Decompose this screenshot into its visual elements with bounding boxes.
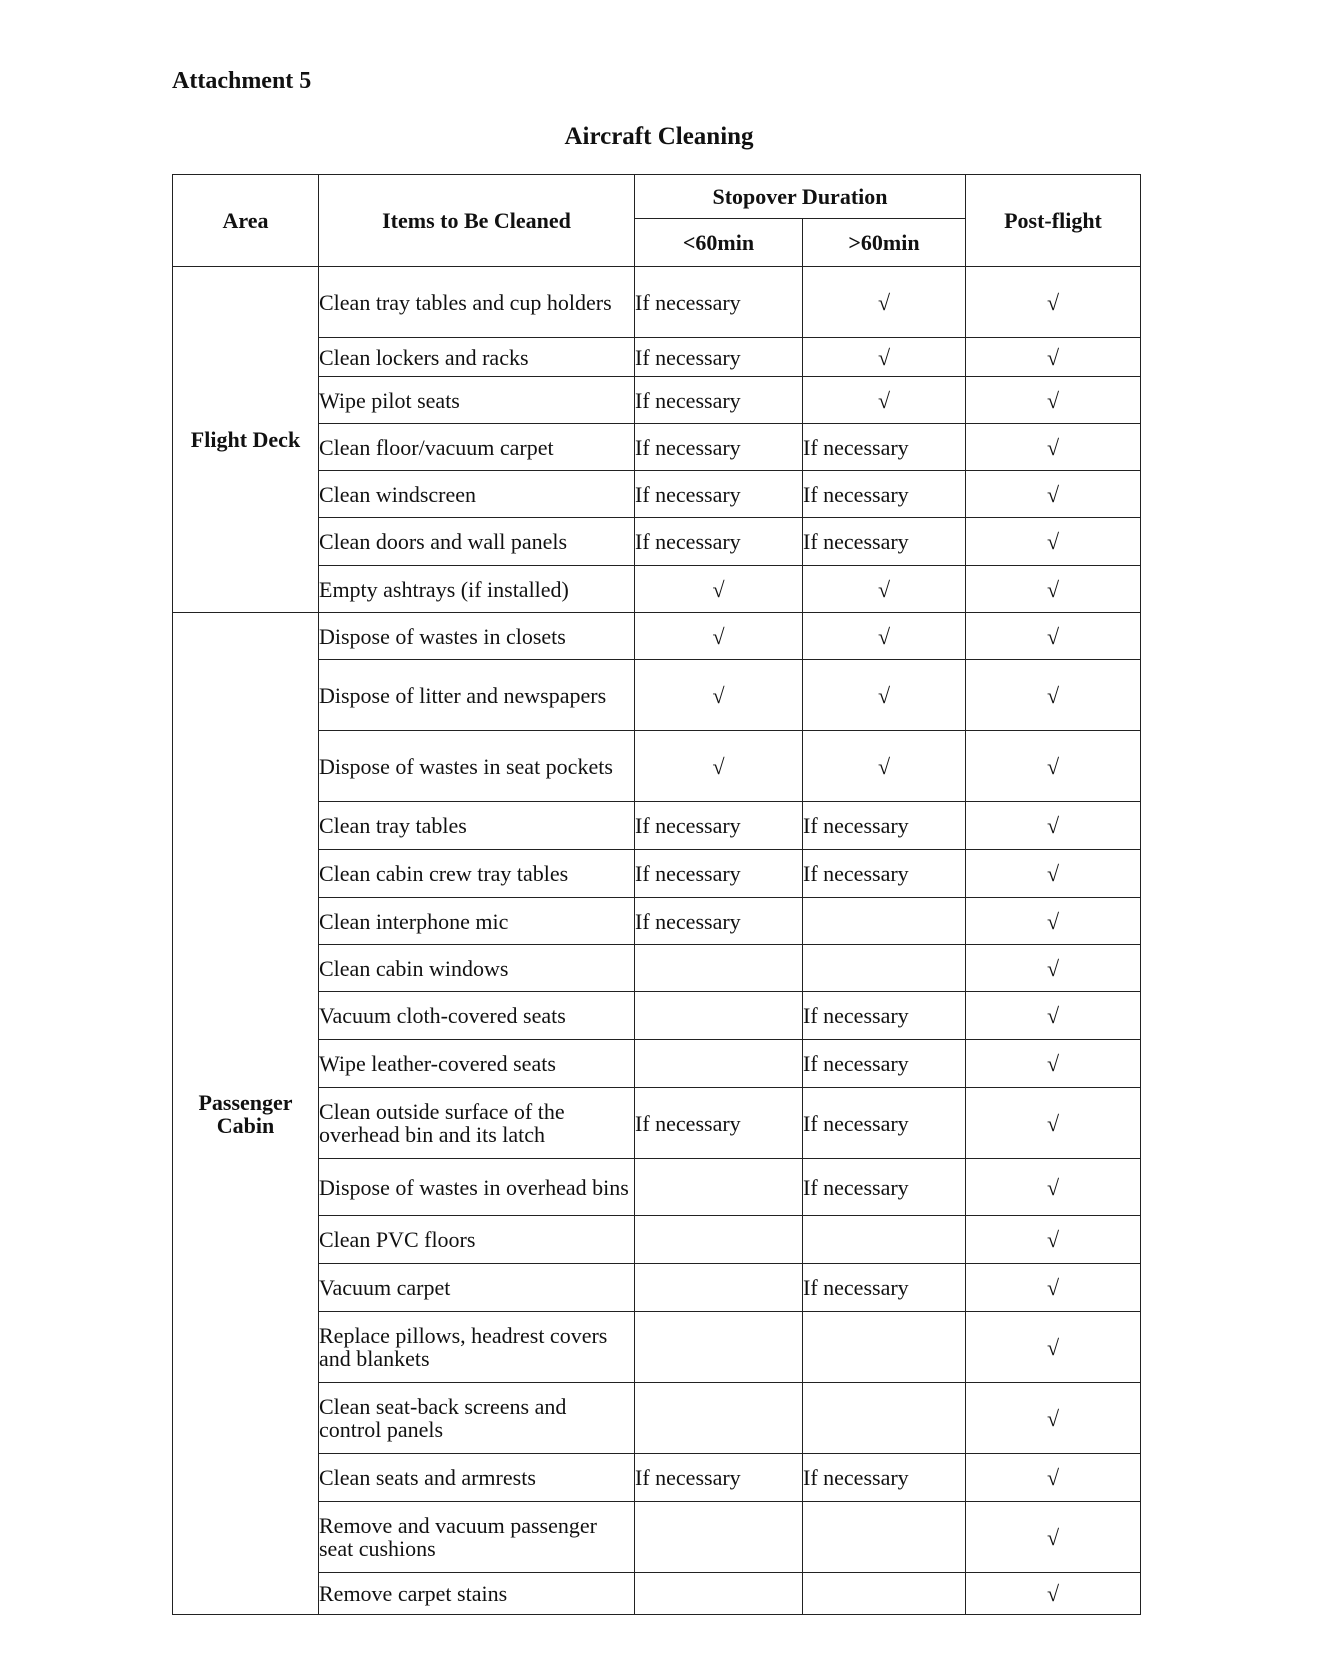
- post-flight-cell: √: [966, 898, 1141, 945]
- table-row: [173, 992, 1141, 1040]
- header-items: Items to Be Cleaned: [319, 175, 635, 267]
- stopover-lt60-cell: If necessary: [635, 338, 803, 377]
- item-cell: Dispose of wastes in seat pockets: [319, 731, 635, 802]
- stopover-lt60-cell: [635, 1573, 803, 1615]
- stopover-lt60-cell: √: [635, 660, 803, 731]
- post-flight-cell: √: [966, 1088, 1141, 1159]
- page-title: Aircraft Cleaning: [564, 123, 754, 150]
- post-flight-cell: √: [966, 945, 1141, 992]
- stopover-gt60-cell: [803, 1383, 966, 1454]
- stopover-gt60-cell: If necessary: [803, 424, 966, 471]
- stopover-lt60-cell: √: [635, 731, 803, 802]
- stopover-lt60-cell: If necessary: [635, 424, 803, 471]
- post-flight-cell: √: [966, 613, 1141, 660]
- item-cell: Vacuum carpet: [319, 1264, 635, 1312]
- item-cell: Clean windscreen: [319, 471, 635, 518]
- item-cell: Wipe leather-covered seats: [319, 1040, 635, 1088]
- table-row: [173, 1088, 1141, 1159]
- item-cell: Remove carpet stains: [319, 1573, 635, 1615]
- post-flight-cell: √: [966, 1040, 1141, 1088]
- table-row: [173, 613, 1141, 660]
- area-cell: Passenger Cabin: [173, 613, 319, 1615]
- post-flight-cell: √: [966, 1454, 1141, 1502]
- item-cell: Clean cabin crew tray tables: [319, 850, 635, 898]
- post-flight-cell: √: [966, 518, 1141, 566]
- stopover-gt60-cell: √: [803, 731, 966, 802]
- table-row: [173, 802, 1141, 850]
- table-row: [173, 1216, 1141, 1264]
- stopover-lt60-cell: [635, 1383, 803, 1454]
- stopover-lt60-cell: [635, 1216, 803, 1264]
- stopover-lt60-cell: [635, 1040, 803, 1088]
- table-row: [173, 1264, 1141, 1312]
- stopover-lt60-cell: If necessary: [635, 471, 803, 518]
- stopover-gt60-cell: √: [803, 338, 966, 377]
- table-row: [173, 566, 1141, 613]
- post-flight-cell: √: [966, 566, 1141, 613]
- item-cell: Vacuum cloth-covered seats: [319, 992, 635, 1040]
- stopover-gt60-cell: [803, 945, 966, 992]
- stopover-gt60-cell: [803, 1573, 966, 1615]
- table-row: [173, 338, 1141, 377]
- stopover-lt60-cell: If necessary: [635, 1088, 803, 1159]
- item-cell: Dispose of wastes in closets: [319, 613, 635, 660]
- stopover-gt60-cell: If necessary: [803, 518, 966, 566]
- item-cell: Clean tray tables and cup holders: [319, 267, 635, 338]
- item-cell: Wipe pilot seats: [319, 377, 635, 424]
- stopover-gt60-cell: √: [803, 377, 966, 424]
- area-cell: Flight Deck: [173, 267, 319, 613]
- item-cell: Clean lockers and racks: [319, 338, 635, 377]
- post-flight-cell: √: [966, 471, 1141, 518]
- item-cell: Dispose of litter and newspapers: [319, 660, 635, 731]
- stopover-gt60-cell: If necessary: [803, 471, 966, 518]
- item-cell: Clean floor/vacuum carpet: [319, 424, 635, 471]
- post-flight-cell: √: [966, 660, 1141, 731]
- stopover-lt60-cell: [635, 1502, 803, 1573]
- stopover-lt60-cell: If necessary: [635, 518, 803, 566]
- table-row: [173, 1312, 1141, 1383]
- stopover-gt60-cell: If necessary: [803, 1040, 966, 1088]
- stopover-lt60-cell: If necessary: [635, 377, 803, 424]
- table-row: [173, 267, 1141, 338]
- table-row: [173, 424, 1141, 471]
- post-flight-cell: √: [966, 424, 1141, 471]
- table-row: [173, 660, 1141, 731]
- item-cell: Dispose of wastes in overhead bins: [319, 1159, 635, 1216]
- post-flight-cell: √: [966, 1159, 1141, 1216]
- post-flight-cell: √: [966, 267, 1141, 338]
- item-cell: Clean seats and armrests: [319, 1454, 635, 1502]
- stopover-gt60-cell: If necessary: [803, 992, 966, 1040]
- post-flight-cell: √: [966, 1502, 1141, 1573]
- post-flight-cell: √: [966, 1383, 1141, 1454]
- stopover-gt60-cell: √: [803, 267, 966, 338]
- stopover-gt60-cell: [803, 1312, 966, 1383]
- item-cell: Clean seat-back screens and control panels: [319, 1383, 635, 1454]
- stopover-lt60-cell: [635, 1159, 803, 1216]
- item-cell: Empty ashtrays (if installed): [319, 566, 635, 613]
- stopover-gt60-cell: If necessary: [803, 1264, 966, 1312]
- post-flight-cell: √: [966, 1312, 1141, 1383]
- stopover-lt60-cell: If necessary: [635, 898, 803, 945]
- stopover-lt60-cell: If necessary: [635, 1454, 803, 1502]
- post-flight-cell: √: [966, 850, 1141, 898]
- table-row: [173, 1573, 1141, 1615]
- stopover-gt60-cell: If necessary: [803, 1088, 966, 1159]
- stopover-gt60-cell: [803, 1502, 966, 1573]
- table-row: [173, 1502, 1141, 1573]
- stopover-lt60-cell: If necessary: [635, 802, 803, 850]
- stopover-lt60-cell: [635, 1312, 803, 1383]
- table-row: [173, 1454, 1141, 1502]
- table-row: [173, 731, 1141, 802]
- stopover-lt60-cell: [635, 1264, 803, 1312]
- item-cell: Clean doors and wall panels: [319, 518, 635, 566]
- stopover-lt60-cell: [635, 992, 803, 1040]
- item-cell: Clean tray tables: [319, 802, 635, 850]
- post-flight-cell: √: [966, 377, 1141, 424]
- stopover-lt60-cell: [635, 945, 803, 992]
- stopover-gt60-cell: [803, 898, 966, 945]
- table-row: [173, 471, 1141, 518]
- stopover-gt60-cell: √: [803, 613, 966, 660]
- stopover-lt60-cell: If necessary: [635, 850, 803, 898]
- stopover-gt60-cell: [803, 1216, 966, 1264]
- post-flight-cell: √: [966, 1573, 1141, 1615]
- post-flight-cell: √: [966, 1216, 1141, 1264]
- stopover-gt60-cell: If necessary: [803, 850, 966, 898]
- item-cell: Clean PVC floors: [319, 1216, 635, 1264]
- table-row: [173, 1159, 1141, 1216]
- stopover-lt60-cell: √: [635, 613, 803, 660]
- header-post-flight: Post-flight: [966, 175, 1141, 267]
- header-more-than-60min: >60min: [803, 219, 966, 267]
- table-row: [173, 1383, 1141, 1454]
- stopover-gt60-cell: If necessary: [803, 802, 966, 850]
- stopover-gt60-cell: If necessary: [803, 1454, 966, 1502]
- table-row: [173, 377, 1141, 424]
- stopover-gt60-cell: √: [803, 566, 966, 613]
- header-stopover-duration: Stopover Duration: [635, 175, 966, 219]
- table-row: [173, 945, 1141, 992]
- stopover-gt60-cell: If necessary: [803, 1159, 966, 1216]
- post-flight-cell: √: [966, 992, 1141, 1040]
- table-row: [173, 518, 1141, 566]
- stopover-gt60-cell: √: [803, 660, 966, 731]
- table-row: [173, 1040, 1141, 1088]
- attachment-label: Attachment 5: [172, 68, 312, 94]
- cleaning-table: [172, 174, 1141, 1615]
- header-area: Area: [173, 175, 319, 267]
- table-body: [173, 267, 1141, 1615]
- stopover-lt60-cell: √: [635, 566, 803, 613]
- item-cell: Remove and vacuum passenger seat cushions: [319, 1502, 635, 1573]
- table-row: [173, 898, 1141, 945]
- item-cell: Clean interphone mic: [319, 898, 635, 945]
- item-cell: Clean cabin windows: [319, 945, 635, 992]
- table-row: [173, 850, 1141, 898]
- post-flight-cell: √: [966, 1264, 1141, 1312]
- post-flight-cell: √: [966, 731, 1141, 802]
- post-flight-cell: √: [966, 338, 1141, 377]
- post-flight-cell: √: [966, 802, 1141, 850]
- table-header: [173, 175, 1141, 267]
- item-cell: Replace pillows, headrest covers and blankets: [319, 1312, 635, 1383]
- header-less-than-60min: <60min: [635, 219, 803, 267]
- item-cell: Clean outside surface of the overhead bin and its latch: [319, 1088, 635, 1159]
- stopover-lt60-cell: If necessary: [635, 267, 803, 338]
